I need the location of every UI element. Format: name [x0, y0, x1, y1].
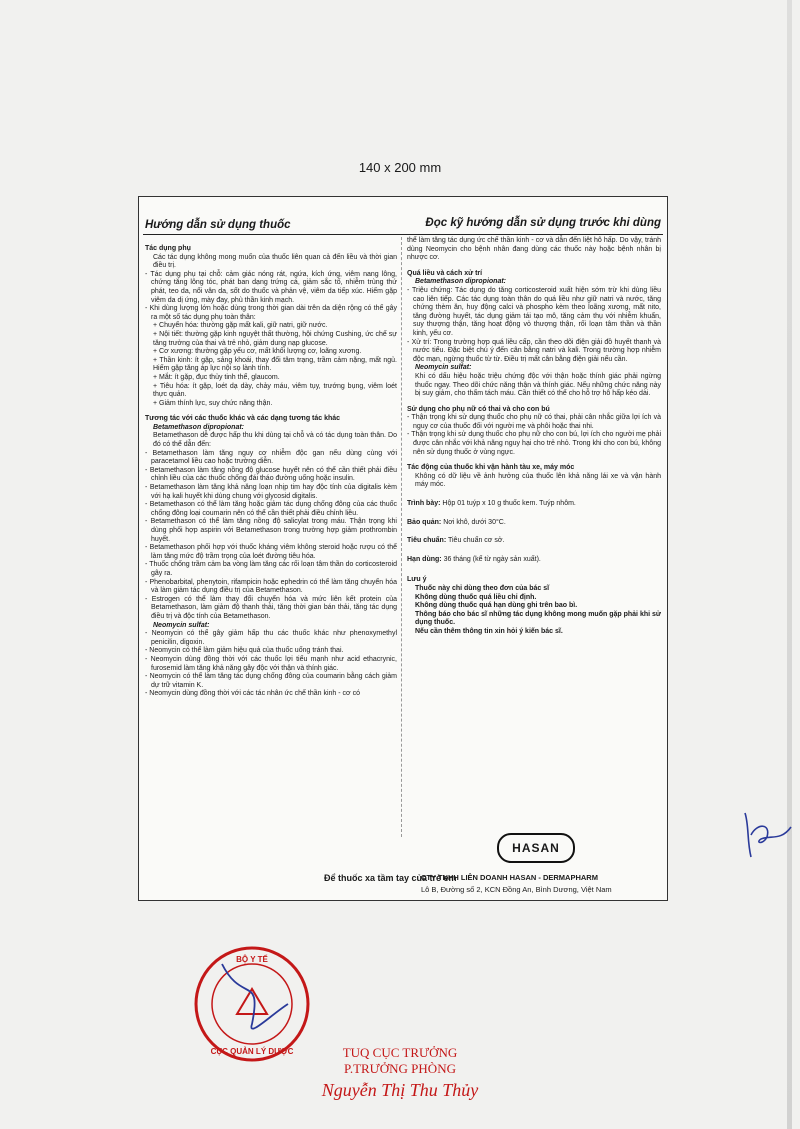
overdose-heading: Quá liều và cách xử trí	[407, 269, 483, 277]
paragraph: Không có dữ liệu về ảnh hưởng của thuốc lên khả năng lái xe và vận hành máy móc.	[415, 472, 661, 489]
bullet: - Betamethason có thể làm tăng hoặc giảm tác dụng chống đông của các thuốc chống đông loại coumarin nên có thể cần thiết phải điều chỉnh liều.	[145, 501, 397, 518]
bullet: - Betamethason phối hợp với thuốc kháng viêm không steroid hoặc rượu có thể làm tăng mức độ trầm trọng của loét đường tiêu hóa.	[145, 544, 397, 561]
signature-icon	[737, 805, 797, 865]
bullet: - Betamethason làm tăng nguy cơ nhiễm độc gan nếu dùng cùng với paracetamol liều cao hoặc trường diễn.	[145, 450, 397, 467]
note-item: Nếu cần thêm thông tin xin hỏi ý kiến bác sĩ.	[415, 627, 563, 635]
bullet: - Neomycin dùng đồng thời với các tác nhân ức chế thần kinh - cơ có	[145, 690, 397, 699]
subheading: Neomycin sulfat:	[153, 621, 210, 629]
presentation-value: Hộp 01 tuýp x 10 g thuốc kem. Tuýp nhôm.	[442, 500, 576, 508]
bullet: - Neomycin dùng đồng thời với các thuốc lợi tiểu mạnh như acid ethacrynic, furosemid làm tăng khả năng gây độc với thận và thính giác.	[145, 656, 397, 673]
bullet: - Xử trí: Trong trường hợp quá liều cấp, cần theo dõi điện giải đồ huyết thanh và nước tiểu. Đặc biệt chú ý đến cân bằng natri và kali. Trong trường hợp nhiễm độc mạn, ngừng thuốc từ từ. Điều trị mất cân bằng điện giải nếu cần.	[407, 339, 661, 365]
presentation-row	[407, 500, 661, 509]
paragraph: Betamethason dễ được hấp thu khi dùng tại chỗ và có tác dụng toàn thân. Do đó có thể dẫn đến:	[153, 432, 397, 449]
notes-heading: Lưu ý	[407, 576, 427, 584]
svg-text:BỘ Y TẾ: BỘ Y TẾ	[236, 955, 268, 964]
presentation-key: Trình bày:	[407, 500, 441, 508]
bullet: - Betamethason làm tăng khả năng loạn nhịp tim hay độc tính của digitalis kèm với hạ kali huyết khi dùng chung với glycosid digitalis.	[145, 484, 397, 501]
sub-bullet: + Cơ xương: thường gặp yếu cơ, mất khối lượng cơ, loãng xương.	[153, 348, 362, 356]
header-rule	[143, 234, 663, 235]
bullet: - Triệu chứng: Tác dụng do tăng corticosteroid xuất hiện sớm trừ khi dùng liều cao liên tiếp. Các tác dụng toàn thân do quá liều như giữ natri và nước, tăng chứng thèm ăn, huy động calci và phospho kèm theo loãng xương, mất nito, tăng đường huyết, tác dụng giảm tái tạo mô, tăng cảm thụ với nhiễm khuẩn, suy thượng thận, tăng hoạt động vỏ thượng thận, rối loạn tâm thần và thần kinh, yếu cơ.	[407, 287, 661, 339]
storage-row	[407, 519, 661, 528]
official-title-line2: P.TRƯỞNG PHÒNG	[344, 1061, 456, 1076]
paragraph: Các tác dụng không mong muốn của thuốc liên quan cả đến liều và thời gian điều trị.	[153, 253, 397, 270]
notes-list	[407, 585, 661, 637]
side-effects-heading: Tác dụng phụ	[145, 245, 191, 252]
column-divider	[401, 237, 402, 837]
company-address: Lô B, Đường số 2, KCN Đồng An, Bình Dương, Việt Nam	[421, 885, 612, 894]
pregnancy-heading: Sử dụng cho phụ nữ có thai và cho con bú	[407, 405, 550, 413]
expiry-value: 36 tháng (kể từ ngày sản xuất).	[443, 555, 541, 563]
paragraph: Khi có dấu hiệu hoặc triệu chứng độc với thận hoặc thính giác phải ngừng thuốc ngay. Theo dõi chức năng thận và thính giác. Nếu những chức năng này bị suy giảm, cho thẩm tách máu. Cần thiết có thể cho hỗ trợ hô hấp kéo dài.	[415, 372, 661, 398]
standard-row	[407, 537, 661, 546]
bullet: - Thận trọng khi sử dụng thuốc cho phụ nữ có thai, phải cân nhắc giữa lợi ích và nguy cơ của thuốc đối với người mẹ và phôi hoặc thai nhi.	[407, 414, 661, 431]
driving-heading: Tác động của thuốc khi vận hành tàu xe, máy móc	[407, 464, 575, 472]
bullet: - Betamethason làm tăng nồng độ glucose huyết nên có thể cần thiết phải điều chỉnh liều của các thuốc chống đái tháo đường uống hoặc insulin.	[145, 467, 397, 484]
sub-bullet: + Chuyển hóa: thường gặp mất kali, giữ natri, giữ nước.	[153, 322, 328, 330]
official-signer-name: Nguyễn Thị Thu Thủy	[321, 1080, 479, 1100]
bullet: - Tác dụng phụ tại chỗ: cảm giác nóng rát, ngứa, kích ứng, viêm nang lông, chứng tăng lông tóc, phát ban dạng trứng cá, giảm sắc tố, nhiễm trùng thứ phát, teo da, nổi vân da, sốt do thuốc và phản vệ, viêm da tiếp xúc. Hiếm gặp viêm da dị ứng, mày đay, phù thần kinh mạch.	[145, 271, 397, 305]
bullet: - Thận trọng khi sử dụng thuốc cho phụ nữ cho con bú, lợi ích cho người mẹ phải được cân nhắc với khả năng nguy hại cho trẻ nhỏ. Trong khi cho con bú, không nên sử dụng thuốc ở vùng ngực.	[407, 431, 661, 457]
standard-value: Tiêu chuẩn cơ sở.	[447, 537, 505, 545]
note-item: Không dùng thuốc quá liều chỉ định.	[415, 593, 537, 601]
bullet: - Neomycin có thể làm tăng tác dụng chống đông của coumarin bằng cách giảm dự trữ vitamin K.	[145, 673, 397, 690]
subheading: Betamethason dipropionat:	[153, 423, 245, 431]
sub-bullet: + Tiêu hóa: ít gặp, loét dạ dày, chảy máu, viêm tụy, trướng bụng, viêm loét thực quản.	[153, 382, 397, 399]
dimension-label: 140 x 200 mm	[358, 160, 442, 175]
bullet: - Neomycin có thể làm giảm hiệu quả của thuốc uống tránh thai.	[145, 647, 397, 656]
hasan-logo: HASAN	[497, 833, 575, 863]
company-name: CTY TNHH LIÊN DOANH HASAN - DERMAPHARM	[421, 873, 598, 882]
leaflet-sheet	[138, 196, 668, 901]
interactions-heading: Tương tác với các thuốc khác và các dạng tương tác khác	[145, 415, 341, 423]
standard-key: Tiêu chuẩn:	[407, 537, 447, 545]
sub-bullet: + Giảm thính lực, suy chức năng thận.	[153, 399, 273, 407]
sub-bullet: + Mắt: ít gặp, đục thủy tinh thể, glaucom.	[153, 373, 280, 381]
bullet: - Neomycin có thể gây giảm hấp thu các thuốc khác như phenoxymethyl penicilin, digoxin.	[145, 630, 397, 647]
storage-value: Nơi khô, dưới 30°C.	[443, 518, 506, 526]
bullet: - Thuốc chống trầm cảm ba vòng làm tăng các rối loạn tâm thần do corticosteroid gây ra.	[145, 561, 397, 578]
storage-key: Bảo quản:	[407, 518, 442, 526]
bullet: - Estrogen có thể làm thay đổi chuyển hóa và mức liên kết protein của Betamethason, làm giảm độ thanh thải, tăng thời gian bán thải, tăng tác dụng điều trị và độc tính của Betamethason.	[145, 596, 397, 622]
expiry-key: Hạn dùng:	[407, 555, 442, 563]
sub-bullet: + Thần kinh: ít gặp, sảng khoái, thay đổi tâm trạng, trầm cảm nặng, mất ngủ. Hiếm gặp tăng áp lực nội sọ lành tính.	[153, 356, 397, 373]
bullet: - Khi dùng lượng lớn hoặc dùng trong thời gian dài trên da diện rộng có thể gây ra một số tác dụng phụ toàn thân:	[145, 305, 397, 322]
sub-bullet: + Nội tiết: thường gặp kinh nguyệt thất thường, hội chứng Cushing, ức chế sự tăng trưởng của thai và trẻ nhỏ, giảm dung nạp glucose.	[153, 330, 397, 347]
subheading: Betamethason dipropionat:	[415, 278, 507, 286]
expiry-row	[407, 556, 661, 565]
subheading: Neomycin sulfat:	[415, 364, 472, 372]
note-item: Thông báo cho bác sĩ những tác dụng không mong muốn gặp phải khi sử dụng thuốc.	[415, 610, 661, 627]
paragraph: thể làm tăng tác dụng ức chế thần kinh - cơ và dẫn đến liệt hô hấp. Do vậy, tránh dùng Neomycin cho bệnh nhân đang dùng các thuốc này hoặc bệnh nhân bị nhược cơ.	[407, 237, 661, 262]
note-item: Không dùng thuốc quá hạn dùng ghi trên bao bì.	[415, 602, 578, 610]
svg-text:CỤC QUẢN LÝ DƯỢC: CỤC QUẢN LÝ DƯỢC	[210, 1047, 294, 1056]
right-column	[407, 237, 661, 637]
note-item: Thuốc này chỉ dùng theo đơn của bác sĩ	[415, 585, 550, 592]
official-title-line1: TUQ CỤC TRƯỞNG	[342, 1045, 458, 1060]
bullet: - Betamethason có thể làm tăng nồng độ salicylat trong máu. Thận trọng khi dùng phối hợp aspirin với Betamethason trong trường hợp giảm prothrombin huyết.	[145, 518, 397, 544]
header-left-title: Hướng dẫn sử dụng thuốc	[145, 219, 291, 231]
header-right-title: Đọc kỹ hướng dẫn sử dụng trước khi dùng	[425, 217, 661, 229]
keep-away-note: Để thuốc xa tầm tay của trẻ em	[324, 873, 457, 883]
left-column	[145, 243, 397, 699]
bullet: - Phenobarbital, phenytoin, rifampicin hoặc ephedrin có thể làm tăng chuyển hóa và làm giảm tác dụng điều trị của Betamethason.	[145, 579, 397, 596]
